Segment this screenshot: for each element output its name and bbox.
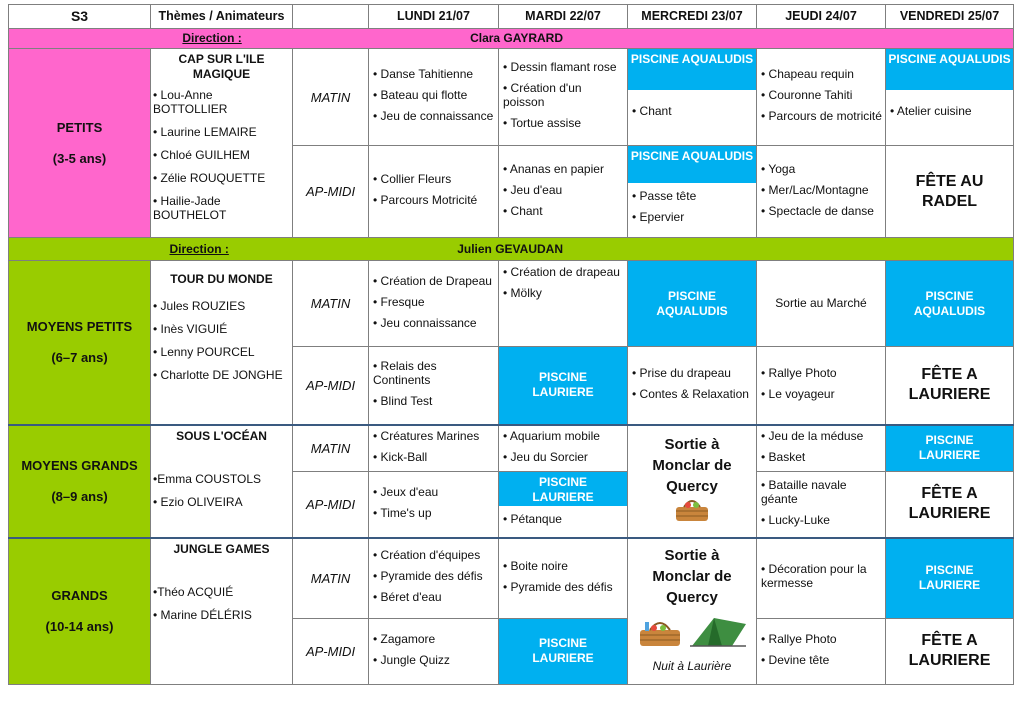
theme-title: CAP SUR L'ILE MAGIQUE <box>178 52 265 81</box>
animator: • Hailie-Jade BOUTHELOT <box>153 194 227 222</box>
themes-header: Thèmes / Animateurs <box>151 5 293 29</box>
activity-item: • Danse Tahitienne <box>373 67 474 81</box>
week-label: S3 <box>9 5 151 29</box>
animator: • Chloé GUILHEM <box>153 148 250 162</box>
activity-item: • Lucky-Luke <box>761 512 830 527</box>
activity-cell <box>757 146 886 238</box>
activity-item: • Le voyageur <box>761 386 835 401</box>
activity-cell <box>369 261 499 347</box>
activity-cell <box>499 49 628 146</box>
period-afternoon: AP-MIDI <box>293 618 369 684</box>
activity-item: • Boite noire <box>503 558 568 573</box>
theme-cell <box>151 425 293 539</box>
day-header-wed: MERCREDI 23/07 <box>628 5 757 29</box>
activity-cell <box>369 538 499 618</box>
pool-badge: PISCINE AQUALUDIS <box>886 49 1013 90</box>
activity-item: • Basket <box>761 449 806 464</box>
activity-cell: Sortie au Marché <box>757 261 886 347</box>
activity-cell <box>369 618 499 684</box>
activity-cell <box>757 425 886 472</box>
direction-name: Julien GEVAUDAN <box>457 241 563 256</box>
animator: • Marine DÉLÉRIS <box>153 608 252 622</box>
group-cell <box>9 425 151 539</box>
activity-item: • Créatures Marines <box>373 428 480 443</box>
activity-item: • Chapeau requin <box>761 67 854 81</box>
activity-item: • Zagamore <box>373 631 436 646</box>
header-row <box>9 5 1014 29</box>
activity-item: • Pétanque <box>503 511 562 526</box>
period-afternoon: AP-MIDI <box>293 146 369 238</box>
period-morning: MATIN <box>293 261 369 347</box>
activity-item: • Passe tête <box>632 189 697 203</box>
activity-item: • Epervier <box>632 210 685 224</box>
direction-row <box>9 29 1014 49</box>
activity-item: • Création d'équipes <box>373 548 481 563</box>
activity-item: • Collier Fleurs <box>373 172 452 186</box>
animator: • Zélie ROUQUETTE <box>153 171 266 185</box>
day-header-fri: VENDREDI 25/07 <box>886 5 1014 29</box>
group-name: MOYENS PETITS <box>26 319 133 335</box>
activity-item: • Time's up <box>373 505 432 520</box>
activity-item: • Bateau qui flotte <box>373 88 468 102</box>
activity-item: • Création d'un poisson <box>503 81 582 109</box>
activity-cell <box>757 347 886 425</box>
period-afternoon: AP-MIDI <box>293 347 369 425</box>
period-header <box>293 5 369 29</box>
activity-item: • Jeux d'eau <box>373 484 439 499</box>
pool-cell: PISCINE AQUALUDIS <box>628 261 757 347</box>
activity-item: • Dessin flamant rose <box>503 60 617 74</box>
party-cell: FÊTE A LAURIERE <box>886 471 1014 538</box>
activity-item: • Jungle Quizz <box>373 652 450 667</box>
activity-item: • Chant <box>632 104 672 118</box>
theme-title: JUNGLE GAMES <box>173 542 270 556</box>
activity-item: • Jeu de connaissance <box>373 109 494 123</box>
period-afternoon: AP-MIDI <box>293 471 369 538</box>
activity-item: • Prise du drapeau <box>632 365 731 380</box>
animator: • Lou-Anne BOTTOLLIER <box>153 88 228 116</box>
picnic-basket-icon <box>672 497 712 529</box>
activity-cell <box>499 538 628 618</box>
activity-item: • Aquarium mobile <box>503 428 600 443</box>
outing-cell <box>628 425 757 539</box>
group-age: (3-5 ans) <box>52 151 107 166</box>
activity-item: • Couronne Tahiti <box>761 88 853 102</box>
activity-cell <box>499 425 628 472</box>
activity-item: • Béret d'eau <box>373 590 442 605</box>
direction-row <box>9 238 1014 261</box>
group-cell <box>9 49 151 238</box>
activity-item: • Pyramide des défis <box>373 569 483 584</box>
period-morning: MATIN <box>293 538 369 618</box>
outing-cell <box>628 538 757 684</box>
pool-cell: PISCINE LAURIERE <box>499 347 628 425</box>
activity-cell <box>886 49 1014 146</box>
theme-title: SOUS L'OCÉAN <box>176 428 267 443</box>
animator: • Charlotte DE JONGHE <box>153 368 283 382</box>
activity-item: • Relais des Continents <box>373 358 437 387</box>
activity-cell <box>499 471 628 538</box>
activity-item: • Jeu d'eau <box>503 182 563 197</box>
activity-item: • Spectacle de danse <box>761 203 874 218</box>
activity-item: • Devine tête <box>761 652 830 667</box>
theme-cell <box>151 261 293 425</box>
activity-cell <box>757 618 886 684</box>
animator: •Emma COUSTOLS <box>153 471 261 486</box>
activity-cell <box>499 261 628 347</box>
activity-item: • Mer/Lac/Montagne <box>761 182 869 197</box>
pool-badge: PISCINE AQUALUDIS <box>628 146 756 183</box>
activity-cell <box>369 146 499 238</box>
pool-cell: PISCINE LAURIERE <box>886 538 1014 618</box>
schedule <box>8 4 1014 685</box>
party-cell: FÊTE AU RADEL <box>886 146 1014 238</box>
outing-label: Sortie à Monclar de Quercy <box>652 435 732 495</box>
activity-item: • Blind Test <box>373 393 433 408</box>
animator: • Ezio OLIVEIRA <box>153 494 243 509</box>
direction-label: Direction : <box>182 31 242 45</box>
group-name: GRANDS <box>51 588 108 604</box>
period-morning: MATIN <box>293 425 369 472</box>
activity-item: • Kick-Ball <box>373 449 428 464</box>
theme-cell <box>151 49 293 238</box>
activity-item: • Jeu connaissance <box>373 315 477 330</box>
activity-item: • Yoga <box>761 161 796 176</box>
activity-cell <box>369 471 499 538</box>
animator: • Inès VIGUIÉ <box>153 322 228 336</box>
activity-item: • Jeu du Sorcier <box>503 449 588 464</box>
day-header-tue: MARDI 22/07 <box>499 5 628 29</box>
tent-icon <box>688 614 748 654</box>
group-age: (10-14 ans) <box>45 619 114 635</box>
pool-badge: PISCINE AQUALUDIS <box>628 49 756 90</box>
activity-item: • Rallye Photo <box>761 365 837 380</box>
activity-item: • Parcours Motricité <box>373 193 478 207</box>
theme-cell <box>151 538 293 684</box>
activity-item: • Création de drapeau <box>503 265 620 279</box>
activity-item: • Bataille navale géante <box>761 477 847 506</box>
activity-item: • Fresque <box>373 294 425 309</box>
pool-badge: PISCINE LAURIERE <box>499 472 627 506</box>
activity-item: • Tortue assise <box>503 116 582 130</box>
activity-item: • Création de Drapeau <box>373 273 492 288</box>
animator: • Lenny POURCEL <box>153 345 255 359</box>
activity-item: • Rallye Photo <box>761 631 837 646</box>
group-name: MOYENS GRANDS <box>21 458 138 474</box>
activity-item: • Décoration pour la kermesse <box>761 562 867 591</box>
activity-item: • Contes & Relaxation <box>632 386 749 401</box>
party-cell: FÊTE A LAURIERE <box>886 618 1014 684</box>
group-cell <box>9 538 151 684</box>
party-cell: FÊTE A LAURIERE <box>886 347 1014 425</box>
activity-item: • Atelier cuisine <box>890 104 972 118</box>
activity-item: • Mölky <box>503 286 542 300</box>
day-header-mon: LUNDI 21/07 <box>369 5 499 29</box>
group-name: PETITS <box>56 120 103 135</box>
activity-cell <box>757 471 886 538</box>
schedule-table <box>8 4 1014 685</box>
activity-cell <box>628 146 757 238</box>
picnic-basket-icon <box>636 618 684 654</box>
activity-cell <box>757 49 886 146</box>
activity-cell <box>757 538 886 618</box>
outing-label: Sortie à Monclar de Quercy <box>652 547 732 606</box>
activity-cell <box>369 49 499 146</box>
activity-item: • Pyramide des défis <box>503 579 613 594</box>
activity-item: • Chant <box>503 203 543 218</box>
period-morning: MATIN <box>293 49 369 146</box>
group-age: (6–7 ans) <box>51 350 108 366</box>
activity-cell <box>628 49 757 146</box>
animator: • Jules ROUZIES <box>153 299 246 313</box>
day-header-thu: JEUDI 24/07 <box>757 5 886 29</box>
direction-name: Clara GAYRARD <box>470 31 563 45</box>
pool-cell: PISCINE LAURIERE <box>886 425 1014 472</box>
activity-cell <box>628 347 757 425</box>
activity-cell <box>369 347 499 425</box>
activity-cell <box>369 425 499 472</box>
pool-cell: PISCINE AQUALUDIS <box>886 261 1014 347</box>
activity-item: • Ananas en papier <box>503 161 604 176</box>
activity-item: • Jeu de la méduse <box>761 428 864 443</box>
theme-title: TOUR DU MONDE <box>170 272 273 286</box>
animator: • Laurine LEMAIRE <box>153 125 257 139</box>
pool-cell: PISCINE LAURIERE <box>499 618 628 684</box>
animator: •Théo ACQUIÉ <box>153 585 234 599</box>
group-age: (8–9 ans) <box>51 489 108 505</box>
activity-cell <box>499 146 628 238</box>
night-note: Nuit à Laurière <box>652 659 732 673</box>
group-cell <box>9 261 151 425</box>
activity-item: • Parcours de motricité <box>761 109 882 123</box>
direction-label: Direction : <box>169 241 229 256</box>
